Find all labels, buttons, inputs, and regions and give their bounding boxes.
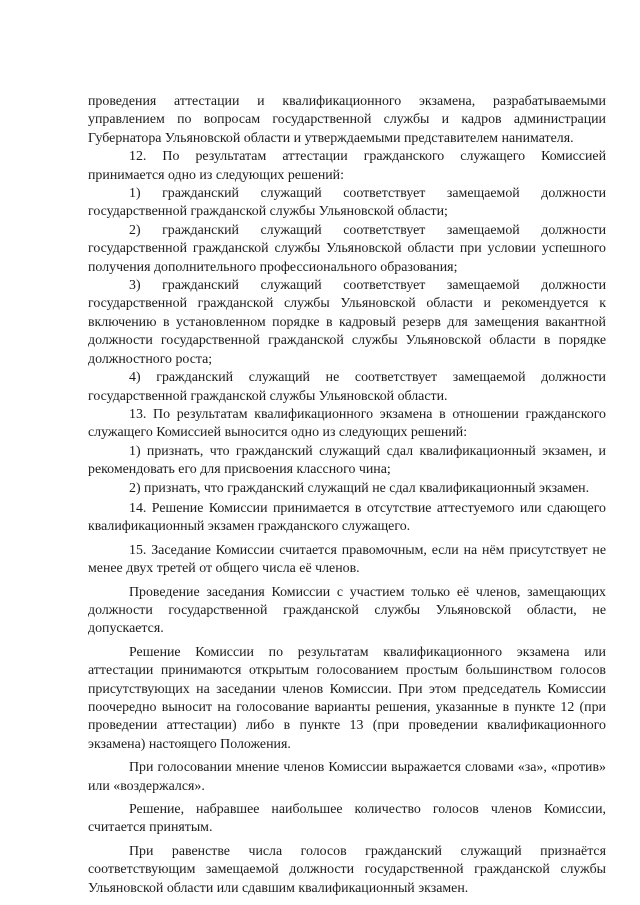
paragraph-item-12-4: 4) гражданский служащий не соответствует замещаемой должности государственной гражданской службы Ульяновской области. [88, 370, 606, 404]
paragraph-item-12-3: 3) гражданский служащий соответствует замещаемой должности государственной гражданской службы Ульяновской области и рекомендуется к включению в установленном порядке в кадровый резерв для замещения вакантной должности государственной гражданской службы Ульяновской области в порядке должностного роста; [88, 278, 606, 367]
paragraph-item-13: 13. По результатам квалификационного экзамена в отношении гражданского служащего Комиссией выносится одно из следующих решений: [88, 406, 606, 441]
paragraph-decision-adopted: Решение, набравшее наибольшее количество голосов членов Комиссии, считается принятым. [88, 802, 606, 836]
paragraph-continuation: проведения аттестации и квалификационного экзамена, разрабатываемыми управлением по вопросам государственной службы и кадров администрации Губернатора Ульяновской области и утверждаемыми представителем нанимателя. [88, 94, 606, 146]
paragraph-item-12-1: 1) гражданский служащий соответствует замещаемой должности государственной гражданской службы Ульяновской области; [88, 186, 606, 220]
paragraph-voting-procedure: Решение Комиссии по результатам квалификационного экзамена или аттестации принимаются открытым голосованием простым большинством голосов присутствующих на заседании членов Комиссии. При этом председатель Комиссии поочередно выносит на голосование варианты решения, указанные в пункте 12 (при проведении аттестации) либо в пункте 13 (при проведении квалификационного экзамена) настоящего Положения. [88, 644, 606, 752]
document-body [88, 93, 606, 898]
paragraph-item-12-2: 2) гражданский служащий соответствует замещаемой должности государственной гражданской службы Ульяновской области при условии успешного получения дополнительного профессионального образования; [88, 222, 606, 275]
paragraph-voting-expression: При голосовании мнение членов Комиссии выражается словами «за», «против» или «воздержался». [88, 760, 606, 794]
paragraph-tie-rule: При равенстве числа голосов гражданский служащий признаётся соответствующим замещаемой должности государственной гражданской службы Ульяновской области или сдавшим квалификационный экзамен. [88, 843, 606, 896]
paragraph-item-13-2: 2) признать, что гражданский служащий не сдал квалификационный экзамен. [129, 480, 590, 496]
paragraph-item-13-1: 1) признать, что гражданский служащий сдал квалификационный экзамен, и рекомендовать его для присвоения классного чина; [88, 443, 606, 478]
paragraph-item-14: 14. Решение Комиссии принимается в отсутствие аттестуемого или сдающего квалификационный экзамен гражданского служащего. [88, 500, 606, 535]
paragraph-item-15: 15. Заседание Комиссии считается правомочным, если на нём присутствует не менее двух третей от общего числа её членов. [88, 542, 606, 577]
paragraph-item-12: 12. По результатам аттестации гражданского служащего Комиссией принимается одно из следующих решений: [88, 149, 606, 183]
paragraph-quorum-restriction: Проведение заседания Комиссии с участием только её членов, замещающих должности государственной гражданской службы Ульяновской области, не допускается. [88, 584, 606, 637]
